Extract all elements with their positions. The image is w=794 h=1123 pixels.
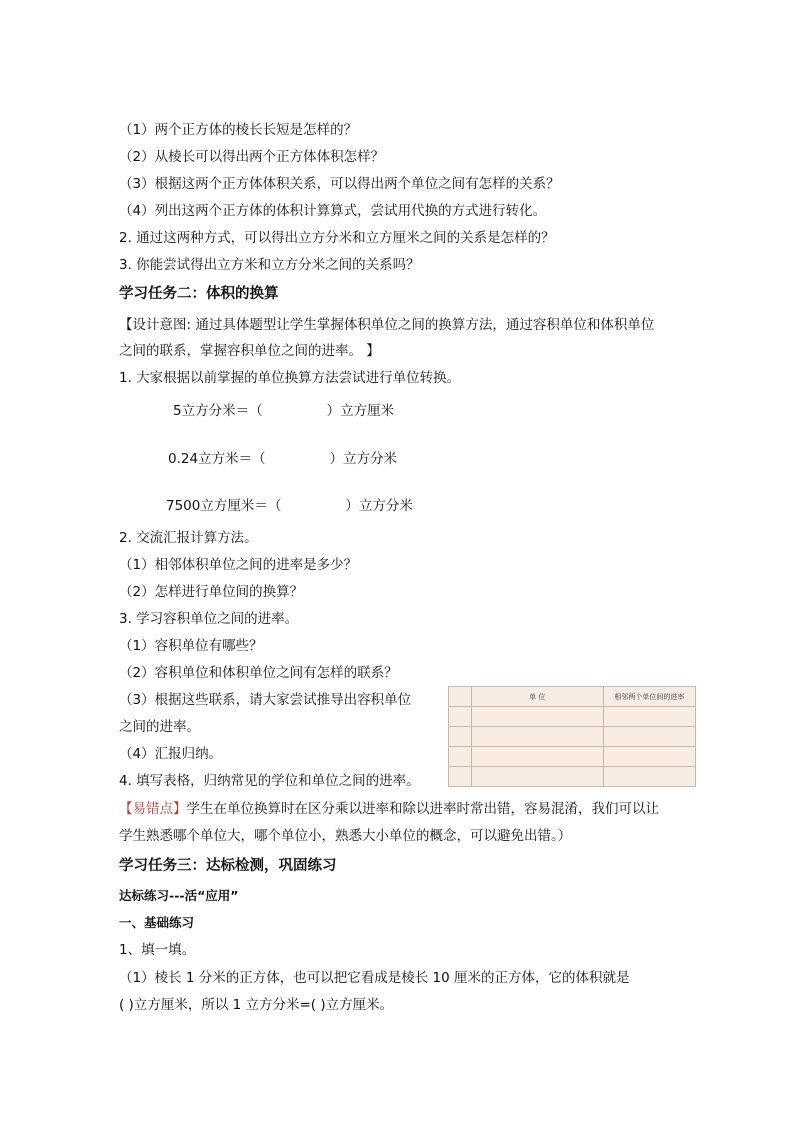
task-2-item-3-4: （4）汇报归纳。: [119, 746, 223, 762]
basic-practice-heading: 一、基础练习: [119, 915, 195, 930]
design-intent-line-1: 【设计意图: 通过具体题型让学生掌握体积单位之间的换算方法，通过容积单位和体积单位: [119, 317, 655, 333]
equation-2-right: ）立方分米: [329, 451, 398, 467]
question-1-3: （3）根据这两个正方体体积关系，可以得出两个单位之间有怎样的关系？: [119, 176, 560, 192]
task-3-heading: 学习任务三：达标检测，巩固练习: [119, 858, 337, 874]
table-row: [449, 727, 696, 747]
fill-in-question-1b: ( )立方厘米，所以 1 立方分米=( )立方厘米。: [119, 997, 394, 1013]
task-2-item-3-1: （1）容积单位有哪些？: [119, 638, 263, 654]
equation-3: [166, 494, 413, 514]
equation-3-left: 7500立方厘米＝（: [166, 498, 282, 514]
fill-in-question-1a: （1）棱长 1 分米的正方体，也可以把它看成是棱长 10 厘米的正方体，它的体积就是: [119, 970, 630, 986]
unit-rate-table: [448, 686, 696, 787]
error-prone-line-2: 学生熟悉哪个单位大，哪个单位小，熟悉大小单位的概念，可以避免出错。）: [119, 828, 572, 844]
task-2-item-3: 3. 学习容积单位之间的进率。: [119, 611, 299, 627]
error-prone-tag: 【易错点】: [119, 801, 187, 817]
table-cell[interactable]: [603, 707, 695, 727]
task-2-item-4: 4. 填写表格，归纳常见的学位和单位之间的进率。: [119, 773, 420, 789]
table-cell[interactable]: [603, 747, 695, 767]
design-intent-line-2: 之间的联系，掌握容积单位之间的进率。 】: [119, 343, 380, 359]
task-2-heading: 学习任务二：体积的换算: [119, 286, 279, 302]
question-1-1: （1）两个正方体的棱长长短是怎样的？: [119, 122, 358, 138]
equation-1: [173, 399, 394, 419]
table-cell[interactable]: [449, 707, 472, 727]
table-header-cell: [449, 687, 472, 707]
table-cell[interactable]: [471, 747, 603, 767]
equation-2: [168, 447, 397, 467]
task-2-item-2-1: （1）相邻体积单位之间的进率是多少？: [119, 557, 358, 573]
question-1-4: （4）列出这两个正方体的体积计算算式，尝试用代换的方式进行转化。: [119, 203, 547, 219]
table-cell[interactable]: [449, 747, 472, 767]
question-3: 3. 你能尝试得出立方米和立方分米之间的关系吗？: [119, 257, 420, 273]
table-cell[interactable]: [603, 767, 695, 787]
table-cell[interactable]: [471, 707, 603, 727]
equation-1-left: 5立方分米＝（: [173, 403, 263, 419]
table-cell[interactable]: [471, 767, 603, 787]
table-header-row: [449, 687, 696, 707]
table-cell[interactable]: [449, 727, 472, 747]
question-1-2: （2）从棱长可以得出两个正方体体积怎样？: [119, 149, 385, 165]
table-cell[interactable]: [449, 767, 472, 787]
equation-3-right: ）立方分米: [345, 498, 413, 514]
task-2-item-2-2: （2）怎样进行单位间的换算？: [119, 584, 304, 600]
task-2-item-3-3b: 之间的进率。: [119, 719, 200, 735]
fill-in-heading: 1、填一填。: [119, 942, 196, 958]
error-prone-line-1: [119, 800, 659, 818]
table-cell[interactable]: [603, 727, 695, 747]
table-row: [449, 707, 696, 727]
table-header-unit: 单 位: [471, 687, 603, 707]
table-cell[interactable]: [471, 727, 603, 747]
equation-2-left: 0.24立方米＝（: [168, 451, 266, 467]
task-2-item-3-2: （2）容积单位和体积单位之间有怎样的联系？: [119, 665, 398, 681]
error-prone-text: 学生在单位换算时在区分乘以进率和除以进率时常出错，容易混淆，我们可以让: [186, 801, 659, 817]
equation-1-right: ）立方厘米: [326, 403, 395, 419]
question-2: 2. 通过这两种方式，可以得出立方分米和立方厘米之间的关系是怎样的？: [119, 230, 555, 246]
table-header-rate: 相邻两个单位间的进率: [603, 687, 695, 707]
table-row: [449, 767, 696, 787]
task-2-item-2: 2. 交流汇报计算方法。: [119, 530, 258, 546]
table-row: [449, 747, 696, 767]
practice-heading: 达标练习---活“应用”: [119, 888, 239, 903]
task-2-item-3-3a: （3）根据这些联系，请大家尝试推导出容积单位: [119, 692, 412, 708]
task-2-item-1: 1. 大家根据以前掌握的单位换算方法尝试进行单位转换。: [119, 370, 461, 386]
